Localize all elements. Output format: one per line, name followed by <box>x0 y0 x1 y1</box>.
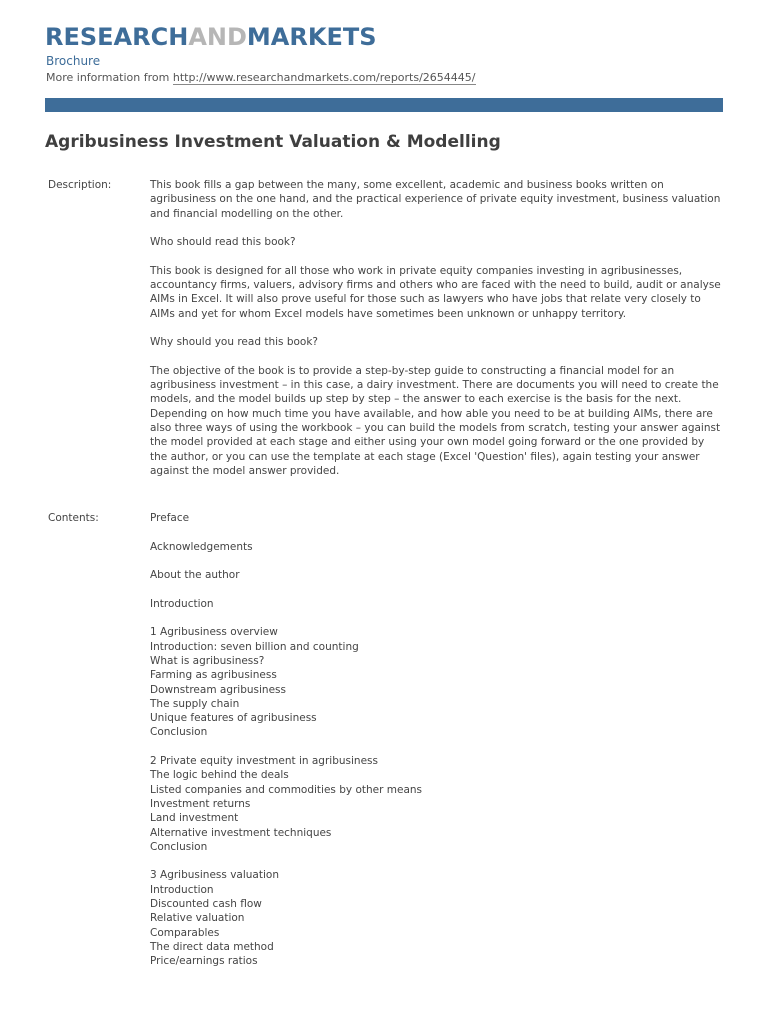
contents-heading: 2 Private equity investment in agribusiness <box>150 755 378 768</box>
brand-logo <box>45 22 377 52</box>
more-info-line <box>46 70 476 85</box>
report-link[interactable]: http://www.researchandmarkets.com/reports/2654445/ <box>172 71 476 84</box>
description-label: Description: <box>48 179 112 191</box>
contents-heading: 1 Agribusiness overview <box>150 626 278 639</box>
logo-and: AND <box>188 23 247 51</box>
contents-item: Comparables <box>150 926 220 939</box>
description-body <box>150 178 722 493</box>
more-info-prefix: More information from <box>46 71 173 84</box>
brochure-label: Brochure <box>46 54 101 68</box>
contents-item: Conclusion <box>150 726 208 739</box>
contents-heading: Preface <box>150 512 190 524</box>
contents-group <box>150 625 722 739</box>
contents-label: Contents: <box>48 512 99 524</box>
contents-item: The direct data method <box>150 940 274 953</box>
contents-heading: Acknowledgements <box>150 540 253 553</box>
contents-item: Land investment <box>150 812 239 825</box>
page-title: Agribusiness Investment Valuation & Modelling <box>45 132 501 152</box>
contents-group <box>150 540 722 554</box>
contents-group <box>150 597 722 611</box>
header-banner <box>45 98 723 112</box>
contents-item: Relative valuation <box>150 912 245 925</box>
description-paragraph: Who should read this book? <box>150 236 296 249</box>
contents-group <box>150 511 722 525</box>
contents-item: The supply chain <box>150 697 240 710</box>
contents-item: Alternative investment techniques <box>150 826 332 839</box>
contents-item: Introduction <box>150 883 214 896</box>
contents-heading: About the author <box>150 569 240 582</box>
contents-item: Farming as agribusiness <box>150 669 277 682</box>
contents-item: Downstream agribusiness <box>150 683 286 696</box>
contents-item: Listed companies and commodities by other means <box>150 783 423 796</box>
contents-item: Unique features of agribusiness <box>150 712 317 725</box>
contents-group <box>150 568 722 582</box>
description-paragraph: Why should you read this book? <box>150 336 318 349</box>
contents-heading: 3 Agribusiness valuation <box>150 869 279 882</box>
description-paragraph: This book is designed for all those who work in private equity companies investing in agribusinesses, accountancy firms, valuers, advisory firms and others who are faced with the need to build, audit or analyse AIMs in Excel. It will also prove useful for those such as lawyers who have jobs that relate very closely to AIMs and yet for whom Excel models have sometimes been unknown or unhappy territory. <box>150 264 721 320</box>
contents-group <box>150 868 722 968</box>
logo-markets: MARKETS <box>246 23 377 51</box>
contents-item: Investment returns <box>150 797 251 810</box>
logo-research: RESEARCH <box>45 23 189 51</box>
contents-group <box>150 754 722 854</box>
contents-item: Conclusion <box>150 840 208 853</box>
description-paragraph: The objective of the book is to provide a step-by-step guide to constructing a financial model for an agribusiness investment – in this case, a dairy investment. There are documents you will need to create the models, and the model builds up step by step – the answer to each exercise is the basis for the next. Depending on how much time you have available, and how able you need to be at building AIMs, there are also three ways of using the workbook – you can build the models from scratch, testing your answer against the model provided at each stage and either using your own model going forward or the one provided by the author, or you can use the template at each stage (Excel 'Question' files), again testing your answer against the model answer provided. <box>150 364 721 477</box>
contents-item: Price/earnings ratios <box>150 955 258 968</box>
description-paragraph: This book fills a gap between the many, some excellent, academic and business books written on agribusiness on the one hand, and the practical experience of private equity investment, business valuation and financial modelling on the other. <box>150 179 721 220</box>
contents-item: The logic behind the deals <box>150 769 289 782</box>
contents-item: Introduction: seven billion and counting <box>150 640 359 653</box>
contents-item: What is agribusiness? <box>150 654 265 667</box>
contents-heading: Introduction <box>150 597 214 610</box>
contents-item: Discounted cash flow <box>150 898 262 911</box>
contents-list <box>150 511 722 983</box>
